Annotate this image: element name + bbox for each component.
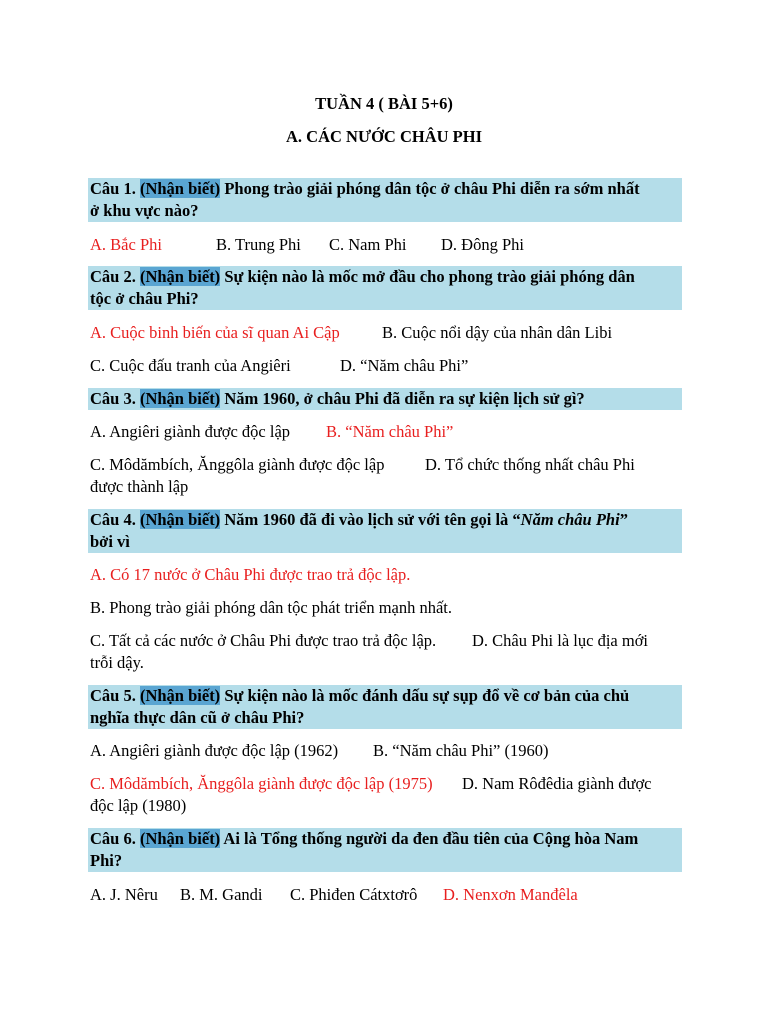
question-1-text-cont: ở khu vực nào? [90, 201, 199, 220]
question-6-options [90, 884, 578, 906]
question-2-options-row1 [90, 322, 612, 344]
question-1 [88, 178, 682, 222]
question-5-number: Câu 5. [90, 686, 136, 705]
question-3-options-row1 [90, 421, 453, 443]
question-1-text: Phong trào giải phóng dân tộc ở châu Phi diễn ra sớm nhất [224, 179, 640, 198]
week-heading: TUẦN 4 ( BÀI 5+6) [315, 94, 453, 113]
question-3-text: Năm 1960, ở châu Phi đã diễn ra sự kiện lịch sử gì? [224, 389, 585, 408]
option-3d: D. Tổ chức thống nhất châu Phi [425, 455, 635, 474]
question-1-number: Câu 1. [90, 179, 136, 198]
option-2d: D. “Năm châu Phi” [340, 356, 469, 375]
question-2-number: Câu 2. [90, 267, 136, 286]
question-6-text: Ai là Tổng thống người da đen đầu tiên của Cộng hòa Nam [223, 829, 639, 848]
question-1-options [90, 234, 524, 256]
option-3b: B. “Năm châu Phi” [326, 422, 454, 441]
question-5-options-row1 [90, 740, 549, 762]
question-3 [88, 388, 682, 410]
question-4-options-row3 [90, 630, 648, 652]
option-1b: B. Trung Phi [216, 235, 301, 254]
question-6 [88, 828, 682, 872]
option-2b: B. Cuộc nổi dậy của nhân dân Libi [382, 323, 613, 342]
question-5-options-row2 [90, 773, 652, 795]
option-5c: C. Môdămbích, Ănggôla giành được độc lập (1975) [90, 774, 433, 793]
section-heading: A. CÁC NƯỚC CHÂU PHI [285, 127, 482, 146]
option-3d-cont: được thành lập [90, 477, 189, 496]
question-3-number: Câu 3. [90, 389, 136, 408]
option-1c: C. Nam Phi [329, 235, 407, 254]
question-5 [88, 685, 682, 729]
question-6-text-cont: Phi? [90, 851, 123, 870]
option-6d: D. Nenxơn Manđêla [443, 885, 578, 904]
question-4-text-cont: bởi vì [90, 532, 130, 551]
option-4d: D. Châu Phi là lục địa mới [472, 631, 648, 650]
question-2 [88, 266, 682, 310]
question-3-options-row2 [90, 454, 635, 476]
question-5-text: Sự kiện nào là mốc đánh dấu sự sụp đổ về cơ bản của chủ [224, 686, 630, 705]
question-4 [88, 509, 682, 553]
option-2a: A. Cuộc binh biến của sĩ quan Ai Cập [90, 323, 340, 342]
question-2-text: Sự kiện nào là mốc mở đầu cho phong trào giải phóng dân [224, 267, 635, 286]
option-4c: C. Tất cả các nước ở Châu Phi được trao trả độc lập. [90, 631, 437, 650]
question-3-tag: (Nhận biết) [139, 389, 221, 408]
question-5-text-cont: nghĩa thực dân cũ ở châu Phi? [90, 708, 305, 727]
question-5-tag: (Nhận biết) [139, 686, 221, 705]
question-1-tag: (Nhận biết) [139, 179, 221, 198]
question-4-number: Câu 4. [90, 510, 136, 529]
question-4-quote-end: ” [619, 510, 628, 529]
option-5d: D. Nam Rôđêdia giành được [462, 774, 652, 793]
option-2c: C. Cuộc đấu tranh của Angiêri [90, 356, 291, 375]
option-6c: C. Phiđen Cátxtơrô [290, 885, 418, 904]
question-4-italic: Năm châu Phi [520, 510, 620, 529]
option-4d-cont: trỗi dậy. [90, 653, 144, 672]
question-6-number: Câu 6. [90, 829, 136, 848]
option-5d-cont: độc lập (1980) [90, 796, 187, 815]
option-3c: C. Môdămbích, Ănggôla giành được độc lập [90, 455, 385, 474]
question-4-tag: (Nhận biết) [139, 510, 221, 529]
question-3-options-row3 [90, 476, 188, 498]
question-2-text-cont: tộc ở châu Phi? [90, 289, 199, 308]
option-4a: A. Có 17 nước ở Châu Phi được trao trả độc lập. [90, 565, 411, 584]
option-5b: B. “Năm châu Phi” (1960) [373, 741, 549, 760]
question-4-text: Năm 1960 đã đi vào lịch sử với tên gọi là “ [224, 510, 521, 529]
question-2-tag: (Nhận biết) [139, 267, 221, 286]
option-6b: B. M. Gandi [180, 885, 263, 904]
option-1d: D. Đông Phi [441, 235, 524, 254]
option-1a: A. Bắc Phi [90, 235, 162, 254]
option-3a: A. Angiêri giành được độc lập [90, 422, 291, 441]
question-2-options-row2 [90, 355, 468, 377]
option-6a: A. J. Nêru [90, 885, 158, 904]
option-5a: A. Angiêri giành được độc lập (1962) [90, 741, 339, 760]
question-6-tag: (Nhận biết) [139, 829, 221, 848]
option-4b: B. Phong trào giải phóng dân tộc phát triển mạnh nhất. [90, 598, 453, 617]
